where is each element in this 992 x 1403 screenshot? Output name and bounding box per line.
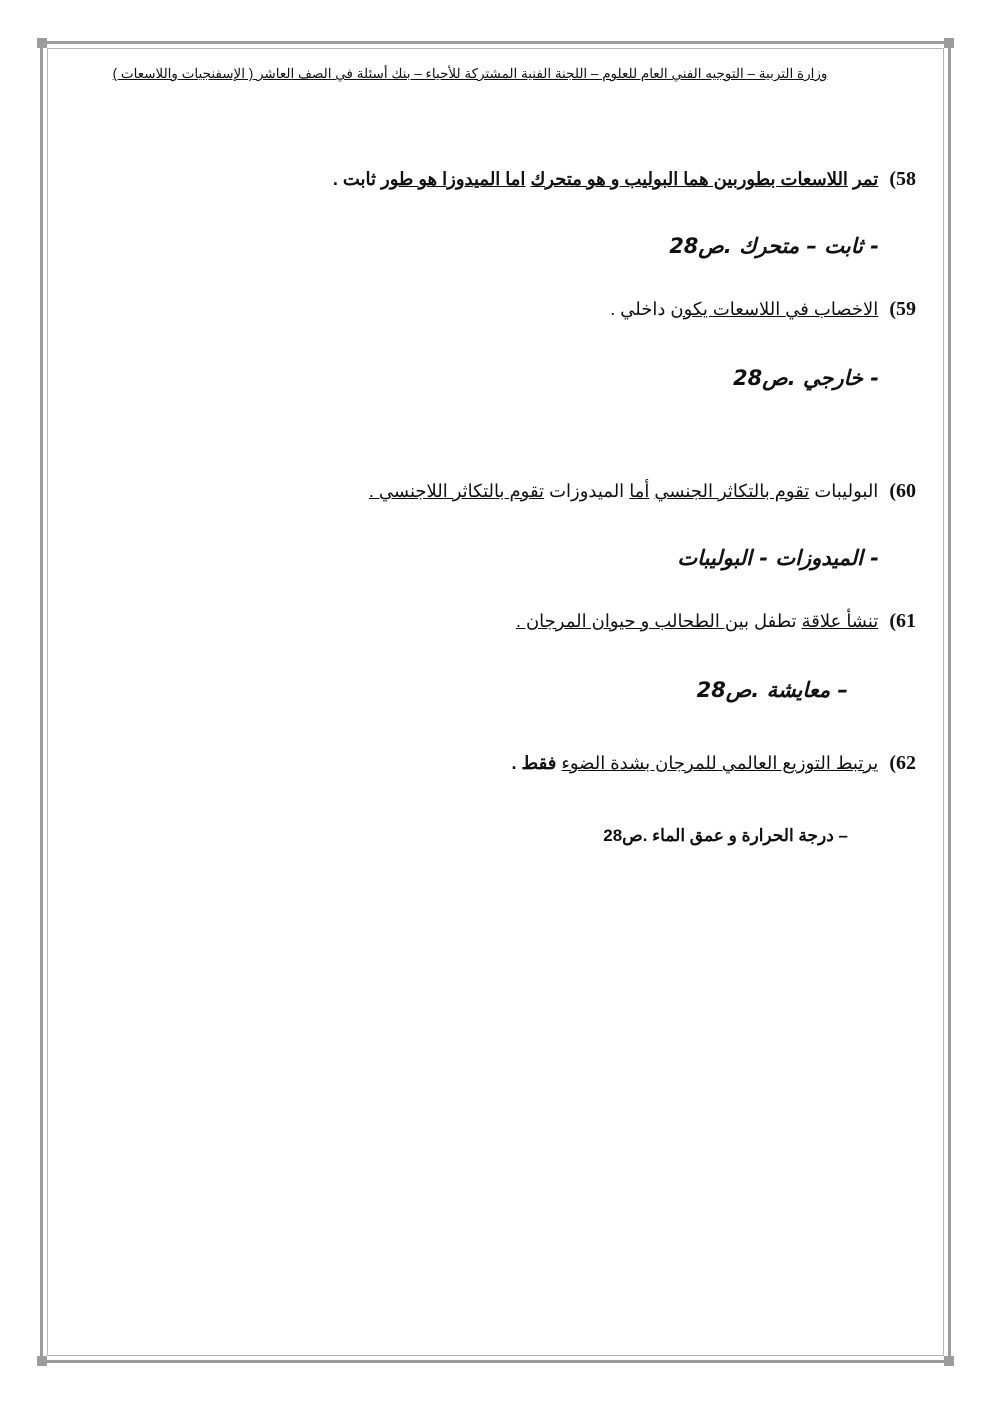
question-number: 59) xyxy=(889,298,916,320)
question-text-part: تقوم بالتكاثر الجنسي xyxy=(654,481,810,501)
question-text-part: اللاسعات بطوربين هما البوليب و هو متحرك xyxy=(530,169,848,189)
answer-62: – درجة الحرارة و عمق الماء .ص28 xyxy=(603,826,848,845)
answer-58: - ثابت – متحرك .ص28 xyxy=(669,234,879,258)
question-text-part: بين الطحالب و حيوان المرجان . xyxy=(515,611,750,631)
question-number: 62) xyxy=(889,752,916,774)
question-text-part: تمر xyxy=(852,169,879,189)
question-text-part: يرتبط التوزيع العالمي للمرجان بشدة الضوء xyxy=(561,753,879,773)
question-60 xyxy=(369,480,916,503)
question-text-part: البوليبات xyxy=(814,481,879,501)
question-text-part: فقط . xyxy=(511,753,557,773)
answer-59: - خارجي .ص28 xyxy=(733,366,879,390)
question-58 xyxy=(333,168,916,191)
question-number: 60) xyxy=(889,480,916,502)
question-text-part: الاخصاب في اللاسعات يكون xyxy=(670,299,879,319)
question-62 xyxy=(512,752,916,775)
question-59 xyxy=(610,298,916,321)
answer-60: - الميدوزات - البوليبات xyxy=(677,546,879,570)
page-header: وزارة التربية – التوجيه الفني العام للعلوم – اللجنة الفنية المشتركة للأحياء – بنك أسئلة في الصف العاشر ( الإسفنجيات واللاسعات ) xyxy=(112,66,828,81)
question-text-part: تطفل xyxy=(754,611,797,631)
question-61 xyxy=(516,610,916,633)
border-corner xyxy=(944,38,954,48)
question-text-part: أما xyxy=(629,481,650,501)
question-number: 61) xyxy=(889,610,916,632)
border-corner xyxy=(37,38,47,48)
border-corner xyxy=(944,1356,954,1366)
border-corner xyxy=(37,1356,47,1366)
question-text-part: تقوم بالتكاثر اللاجنسي . xyxy=(368,481,545,501)
question-number: 58) xyxy=(889,168,916,190)
answer-61: – معايشة .ص28 xyxy=(696,678,848,702)
question-text-part: ثابت . xyxy=(332,169,377,189)
question-text-part: الميدوزات xyxy=(549,481,625,501)
question-text-part: داخلي . xyxy=(610,299,666,319)
question-text-part: تنشأ علاقة xyxy=(801,611,879,631)
question-text-part: اما الميدوزا هو طور xyxy=(381,169,526,189)
